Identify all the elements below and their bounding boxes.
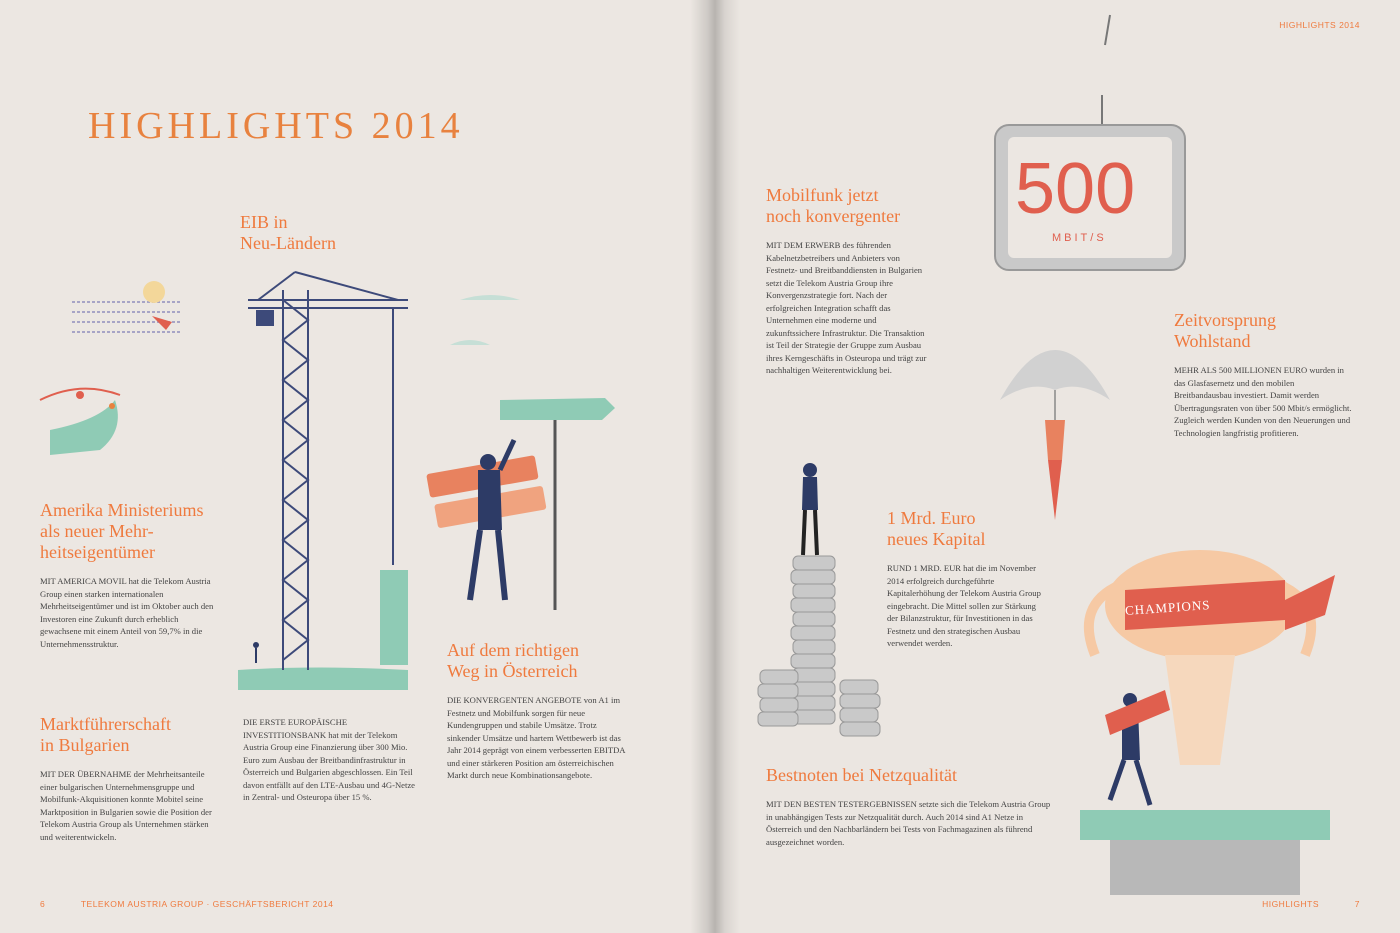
section-oesterreich: [447, 640, 632, 782]
coins-illustration: [755, 460, 895, 750]
section-amerika-body: MIT AMERICA MOVIL hat die Telekom Austria Group einen starken internationalen Mehrheitseigentümer und ist im Oktober auch den Investoren eine Zukunft durch erheblich gewachsene mit einem Anteil von 59,7% in die Unternehmensstruktur.: [40, 576, 214, 649]
section-amerika: [40, 500, 220, 650]
tablet-unit: MBIT/S: [1052, 232, 1107, 244]
page-number-right: 7: [1354, 899, 1360, 909]
trophy-illustration: [1070, 545, 1370, 895]
section-zeitvorsprung: [1174, 310, 1354, 439]
footer-left: [40, 899, 334, 909]
tablet-number: 500: [1015, 149, 1136, 229]
kite-illustration: [60, 270, 200, 500]
section-oesterreich-body: DIE KONVERGENTEN ANGEBOTE von A1 im Festnetz und Mobilfunk sorgen für neue Kundengruppen und stabile Umsätze. Trotz sinkender Umsätze und hartem Wettbewerb ist das Jahr 2014 geprägt von einem verbesserten EBITDA und einer stärkeren Position am österreichischen Markt durch neue Kombinationsangebote.: [447, 695, 626, 780]
footer-right: [1262, 899, 1360, 909]
section-mobilfunk-body: MIT DEM ERWERB des führenden Kabelnetzbetreibers und Anbieters von Festnetz- und Breitbanddiensten in Bulgarien setzt die Telekom Austria Group ihre Konvergenzstrategie fort. Nach der erfolgreichen Integration schafft das Unternehmen eine moderne und zukunftssichere Infrastruktur. Die Transaktion ist Teil der Strategie der Gruppe zum Ausbau ihres Kerngeschäfts in Osteuropa und trägt zur nachhaltigen Weiterentwicklung bei.: [766, 240, 927, 375]
page-title: HIGHLIGHTS 2014: [88, 105, 464, 147]
header-right: HIGHLIGHTS 2014: [1279, 20, 1360, 30]
footer-text: TELEKOM AUSTRIA GROUP · GESCHÄFTSBERICHT 2014: [80, 899, 334, 909]
section-kapital-heading: 1 Mrd. Euro neues Kapital: [887, 508, 986, 549]
section-mobilfunk-heading: Mobilfunk jetzt noch konvergenter: [766, 185, 901, 226]
section-mobilfunk: [766, 185, 928, 377]
section-zeitvorsprung-heading: Zeitvorsprung Wohlstand: [1174, 310, 1276, 351]
spine-shadow: [690, 0, 740, 933]
section-netzqualitaet-heading: Bestnoten bei Netzqualität: [766, 765, 957, 785]
signpost-illustration: [430, 280, 630, 610]
section-eib-body: DIE ERSTE EUROPÄISCHE INVESTITIONSBANK hat mit der Telekom Austria Group eine Finanzierung über 300 Mio. Euro zum Ausbau der Breitbandinfrastruktur in Österreich und Bulgarien abgeschlossen. Ein Teil davon entfällt auf den LTE-Ausbau und 4G-Netze in Zentral- und Osteuropa über 15 %.: [243, 717, 415, 802]
section-bulgaria-body: MIT DER ÜBERNAHME der Mehrheitsanteile einer bulgarischen Unternehmensgruppe und Mobilfunk-Akquisitionen konnte Mobitel seine Marktposition in Bulgarien sowie die Position der Telekom Austria Group als Unternehmen stärken und weiterentwickeln.: [40, 769, 212, 842]
section-kapital-body: RUND 1 MRD. EUR hat die im November 2014 erfolgreich durchgeführte Kapitalerhöhung der Telekom Austria Group eingebracht. Die Mittel sollen zur Stärkung der Bilanzstruktur, für Investitionen in das Festnetz und den strategischen Ausbau verwendet werden.: [887, 563, 1041, 648]
section-netzqualitaet-body: MIT DEN BESTEN TESTERGEBNISSEN setzte sich die Telekom Austria Group in unabhängigen Tests zur Netzqualität durch. Auch 2014 sind A1 Netze in Österreich und den Nachbarländern bei Tests von Fachmagazinen als führend ausgezeichnet worden.: [766, 799, 1051, 847]
section-eib-heading: EIB in Neu-Ländern: [240, 212, 336, 253]
section-amerika-heading: Amerika Ministeriums als neuer Mehr- heitseigentümer: [40, 500, 204, 562]
section-zeitvorsprung-body: MEHR ALS 500 MILLIONEN EURO wurden in das Glasfasernetz und den mobilen Breitbandausbau investiert. Damit werden Übertragungsraten von über 500 Mbit/s ermöglicht. Zugleich werden Kunden von den Neuerungen und Technologien langfristig profitieren.: [1174, 365, 1352, 438]
trophy-banner-text: CHAMPIONS: [1124, 597, 1211, 618]
footer-right-text: HIGHLIGHTS: [1262, 899, 1320, 909]
section-netzqualitaet: [766, 765, 1051, 848]
right-page: [700, 0, 1400, 933]
section-kapital: [887, 508, 1042, 650]
parachute-illustration: [990, 320, 1120, 530]
section-bulgaria-heading: Marktführerschaft in Bulgarien: [40, 714, 171, 755]
section-bulgaria: [40, 714, 220, 843]
section-oesterreich-heading: Auf dem richtigen Weg in Österreich: [447, 640, 579, 681]
crane-illustration: [238, 270, 438, 690]
page-number: 6: [40, 899, 46, 909]
